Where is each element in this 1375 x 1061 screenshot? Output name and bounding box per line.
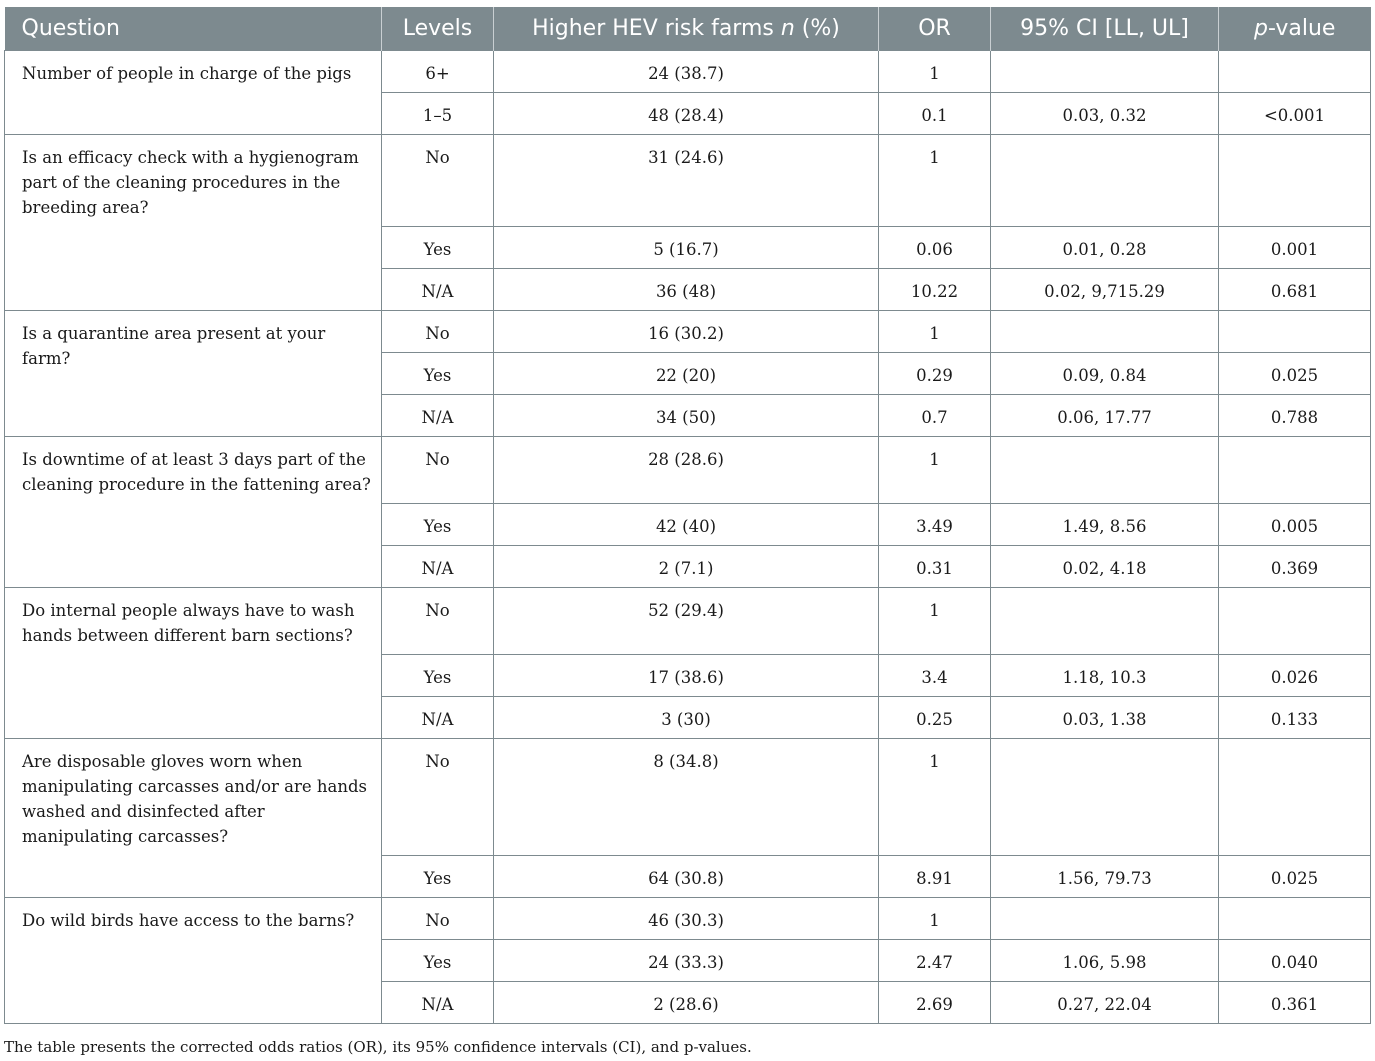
table-row <box>5 50 1371 92</box>
ci-cell: 0.01, 0.28 <box>991 226 1219 268</box>
level-cell: No <box>382 738 494 855</box>
p-value-cell: 0.788 <box>1219 394 1371 436</box>
question-cell: Are disposable gloves worn when manipulating carcasses and/or are hands washed and disinfected after manipulating carcasses? <box>5 738 382 897</box>
hev-cell: 3 (30) <box>494 696 879 738</box>
header-or: OR <box>879 7 991 50</box>
ci-cell: 0.02, 4.18 <box>991 545 1219 587</box>
level-cell: N/A <box>382 394 494 436</box>
level-cell: N/A <box>382 545 494 587</box>
p-value-cell: 0.001 <box>1219 226 1371 268</box>
p-value-cell: 0.026 <box>1219 654 1371 696</box>
hev-cell: 17 (38.6) <box>494 654 879 696</box>
or-cell: 8.91 <box>879 855 991 897</box>
or-cell: 0.31 <box>879 545 991 587</box>
level-cell: N/A <box>382 696 494 738</box>
level-cell: N/A <box>382 268 494 310</box>
hev-cell: 42 (40) <box>494 503 879 545</box>
or-cell: 1 <box>879 897 991 939</box>
ci-cell: 0.06, 17.77 <box>991 394 1219 436</box>
question-cell: Is downtime of at least 3 days part of the cleaning procedure in the fattening area? <box>5 436 382 587</box>
level-cell: No <box>382 436 494 503</box>
or-cell: 2.47 <box>879 939 991 981</box>
hev-cell: 5 (16.7) <box>494 226 879 268</box>
ci-cell <box>991 50 1219 92</box>
hev-cell: 46 (30.3) <box>494 897 879 939</box>
table-row <box>5 436 1371 503</box>
ci-cell: 0.02, 9,715.29 <box>991 268 1219 310</box>
ci-cell: 1.56, 79.73 <box>991 855 1219 897</box>
hev-cell: 8 (34.8) <box>494 738 879 855</box>
ci-cell <box>991 738 1219 855</box>
hev-cell: 2 (28.6) <box>494 981 879 1023</box>
risk-factor-table <box>4 7 1371 1024</box>
hev-cell: 22 (20) <box>494 352 879 394</box>
level-cell: No <box>382 134 494 226</box>
or-cell: 0.29 <box>879 352 991 394</box>
question-cell: Is a quarantine area present at your farm? <box>5 310 382 436</box>
or-cell: 1 <box>879 587 991 654</box>
level-cell: No <box>382 310 494 352</box>
p-value-cell <box>1219 310 1371 352</box>
or-cell: 0.25 <box>879 696 991 738</box>
or-cell: 1 <box>879 436 991 503</box>
level-cell: Yes <box>382 939 494 981</box>
header-hev <box>494 7 879 50</box>
or-cell: 2.69 <box>879 981 991 1023</box>
table-header-row <box>5 7 1371 50</box>
ci-cell <box>991 587 1219 654</box>
header-hev-suffix: (%) <box>794 15 840 41</box>
ci-cell: 0.03, 1.38 <box>991 696 1219 738</box>
question-cell: Number of people in charge of the pigs <box>5 50 382 134</box>
p-value-cell <box>1219 436 1371 503</box>
or-cell: 10.22 <box>879 268 991 310</box>
ci-cell <box>991 897 1219 939</box>
or-cell: 3.49 <box>879 503 991 545</box>
level-cell: N/A <box>382 981 494 1023</box>
p-value-cell <box>1219 134 1371 226</box>
level-cell: 1–5 <box>382 92 494 134</box>
hev-cell: 36 (48) <box>494 268 879 310</box>
p-value-cell <box>1219 587 1371 654</box>
p-value-cell: 0.361 <box>1219 981 1371 1023</box>
question-cell: Do wild birds have access to the barns? <box>5 897 382 1023</box>
level-cell: Yes <box>382 654 494 696</box>
ci-cell: 0.27, 22.04 <box>991 981 1219 1023</box>
or-cell: 1 <box>879 310 991 352</box>
header-p-value <box>1219 7 1371 50</box>
level-cell: Yes <box>382 352 494 394</box>
ci-cell: 1.18, 10.3 <box>991 654 1219 696</box>
p-value-cell: 0.040 <box>1219 939 1371 981</box>
or-cell: 1 <box>879 50 991 92</box>
header-p: p <box>1254 15 1268 41</box>
or-cell: 0.1 <box>879 92 991 134</box>
question-cell: Is an efficacy check with a hygienogram part of the cleaning procedures in the breeding area? <box>5 134 382 310</box>
p-value-cell: 0.681 <box>1219 268 1371 310</box>
p-value-cell: 0.005 <box>1219 503 1371 545</box>
header-ci: 95% CI [LL, UL] <box>991 7 1219 50</box>
table-row <box>5 587 1371 654</box>
header-hev-prefix: Higher HEV risk farms <box>532 15 781 41</box>
hev-cell: 28 (28.6) <box>494 436 879 503</box>
or-cell: 0.06 <box>879 226 991 268</box>
p-value-cell: 0.025 <box>1219 855 1371 897</box>
level-cell: Yes <box>382 503 494 545</box>
p-value-cell: 0.025 <box>1219 352 1371 394</box>
table-row <box>5 310 1371 352</box>
level-cell: No <box>382 587 494 654</box>
hev-cell: 2 (7.1) <box>494 545 879 587</box>
hev-cell: 31 (24.6) <box>494 134 879 226</box>
level-cell: 6+ <box>382 50 494 92</box>
ci-cell: 1.49, 8.56 <box>991 503 1219 545</box>
question-cell: Do internal people always have to wash hands between different barn sections? <box>5 587 382 738</box>
p-value-cell <box>1219 50 1371 92</box>
ci-cell: 0.09, 0.84 <box>991 352 1219 394</box>
hev-cell: 64 (30.8) <box>494 855 879 897</box>
hev-cell: 16 (30.2) <box>494 310 879 352</box>
p-value-cell: <0.001 <box>1219 92 1371 134</box>
level-cell: No <box>382 897 494 939</box>
p-value-cell <box>1219 897 1371 939</box>
ci-cell: 1.06, 5.98 <box>991 939 1219 981</box>
or-cell: 0.7 <box>879 394 991 436</box>
hev-cell: 24 (38.7) <box>494 50 879 92</box>
ci-cell: 0.03, 0.32 <box>991 92 1219 134</box>
table-row <box>5 134 1371 226</box>
p-value-cell: 0.369 <box>1219 545 1371 587</box>
ci-cell <box>991 436 1219 503</box>
table-row <box>5 738 1371 855</box>
ci-cell <box>991 310 1219 352</box>
or-cell: 1 <box>879 738 991 855</box>
ci-cell <box>991 134 1219 226</box>
header-p-suffix: -value <box>1268 15 1336 41</box>
table-row <box>5 897 1371 939</box>
p-value-cell <box>1219 738 1371 855</box>
header-levels: Levels <box>382 7 494 50</box>
table-body <box>5 50 1371 1023</box>
or-cell: 1 <box>879 134 991 226</box>
p-value-cell: 0.133 <box>1219 696 1371 738</box>
header-question: Question <box>5 7 382 50</box>
hev-cell: 34 (50) <box>494 394 879 436</box>
header-hev-n: n <box>780 15 795 41</box>
hev-cell: 52 (29.4) <box>494 587 879 654</box>
hev-cell: 48 (28.4) <box>494 92 879 134</box>
level-cell: Yes <box>382 226 494 268</box>
level-cell: Yes <box>382 855 494 897</box>
table-caption: The table presents the corrected odds ratios (OR), its 95% confidence intervals (CI), and p-values. <box>4 1038 752 1056</box>
hev-cell: 24 (33.3) <box>494 939 879 981</box>
or-cell: 3.4 <box>879 654 991 696</box>
